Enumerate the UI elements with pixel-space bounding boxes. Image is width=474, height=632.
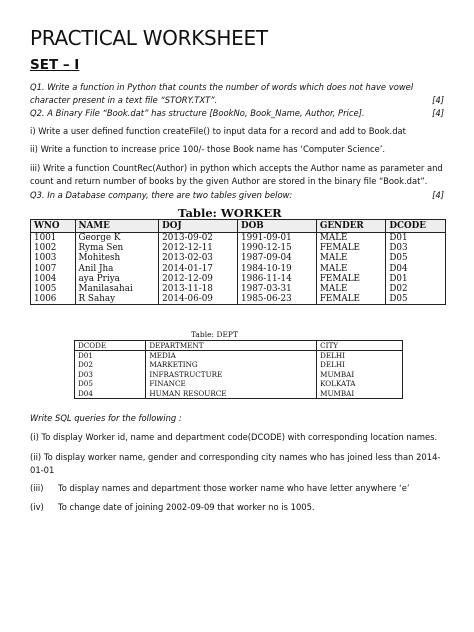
table-cell: 1986-11-14 (238, 274, 317, 284)
table-cell: 1006 (31, 294, 76, 305)
worker-table (30, 219, 446, 305)
question-2-text: Q2. A Binary File “Book.dat” has structure [BookNo, Book_Name, Author, Price]. (30, 108, 365, 118)
table-cell: 2013-09-02 (159, 233, 238, 244)
dept-table-caption: Table: DEPT (191, 330, 238, 339)
column-header: DEPARTMENT (146, 341, 317, 351)
sql-item-number: (i) (30, 432, 39, 442)
table-cell: D03 (75, 370, 146, 379)
column-header: DCODE (75, 341, 146, 351)
table-cell: 1002 (31, 243, 76, 253)
table-cell: D02 (386, 284, 446, 294)
dept-table (74, 340, 403, 399)
question-2-marks: [4] (432, 108, 444, 118)
question-3-marks: [4] (432, 190, 444, 200)
table-cell: FEMALE (316, 274, 386, 284)
table-row (31, 233, 446, 244)
table-cell: aya Priya (75, 274, 159, 284)
table-cell: DELHI (317, 360, 403, 369)
table-cell: MALE (316, 253, 386, 263)
table-cell: FEMALE (316, 243, 386, 253)
table-cell: D03 (386, 243, 446, 253)
sql-item-number: (ii) (30, 452, 42, 462)
dept-table-header (75, 341, 403, 351)
table-cell: D05 (386, 294, 446, 305)
table-cell: KOLKATA (317, 379, 403, 388)
table-cell: 1985-06-23 (238, 294, 317, 305)
table-cell: HUMAN RESOURCE (146, 389, 317, 399)
set-label: SET – I (30, 57, 80, 73)
table-cell: D01 (75, 351, 146, 361)
table-cell: MUMBAI (317, 370, 403, 379)
table-cell: D01 (386, 233, 446, 244)
column-header: DOJ (159, 220, 238, 233)
sql-item-4-number: (iv) (30, 502, 44, 512)
sql-item-4-text: To change date of joining 2002-09-09 that worker no is 1005. (58, 502, 315, 512)
table-cell: 1991-09-01 (238, 233, 317, 244)
table-row (31, 274, 446, 284)
table-cell: MALE (316, 264, 386, 274)
worker-table-caption: Table: WORKER (178, 206, 282, 220)
column-header: WNO (31, 220, 76, 233)
table-row (75, 389, 403, 399)
table-cell: George K (75, 233, 159, 244)
question-2-part-iii: iii) Write a function CountRec(Author) in python which accepts the Author name as parameter and count and return number of books by the given Author are stored in the binary file “Book.dat”. (30, 163, 443, 186)
table-cell: MARKETING (146, 360, 317, 369)
table-cell: D04 (75, 389, 146, 399)
table-cell: 1003 (31, 253, 76, 263)
table-cell: 1987-09-04 (238, 253, 317, 263)
column-header: DOB (238, 220, 317, 233)
question-2-part-i: i) Write a user defined function createFile() to input data for a record and add to Book.dat (30, 126, 406, 136)
table-row (31, 264, 446, 274)
table-cell: DELHI (317, 351, 403, 361)
table-row (31, 243, 446, 253)
table-row (31, 294, 446, 305)
table-cell: 2012-12-09 (159, 274, 238, 284)
table-cell: 2014-06-09 (159, 294, 238, 305)
table-cell: Anil Jha (75, 264, 159, 274)
page-title: PRACTICAL WORKSHEET (30, 26, 268, 50)
table-row (75, 370, 403, 379)
table-cell: INFRASTRUCTURE (146, 370, 317, 379)
worker-table-header (31, 220, 446, 233)
table-cell: 1990-12-15 (238, 243, 317, 253)
question-2 (30, 107, 448, 120)
table-row (31, 253, 446, 263)
question-3-text: Q3. In a Database company, there are two tables given below: (30, 190, 293, 200)
table-cell: Ryma Sen (75, 243, 159, 253)
table-cell: 1984-10-19 (238, 264, 317, 274)
question-1 (30, 81, 448, 107)
table-cell: Manilasahai (75, 284, 159, 294)
sql-item-1 (30, 431, 448, 444)
table-cell: 1004 (31, 274, 76, 284)
table-cell: D05 (75, 379, 146, 388)
table-row (75, 379, 403, 388)
table-cell: 1007 (31, 264, 76, 274)
column-header: GENDER (316, 220, 386, 233)
table-cell: FEMALE (316, 294, 386, 305)
sql-item-3-number: (iii) (30, 483, 44, 493)
table-cell: D05 (386, 253, 446, 263)
column-header: NAME (75, 220, 159, 233)
table-cell: MEDIA (146, 351, 317, 361)
table-cell: Mohitesh (75, 253, 159, 263)
table-cell: D01 (386, 274, 446, 284)
table-cell: 1001 (31, 233, 76, 244)
column-header: CITY (317, 341, 403, 351)
table-cell: MUMBAI (317, 389, 403, 399)
sql-item-3-text: To display names and department those worker name who have letter anywhere ‘e’ (58, 483, 410, 493)
table-cell: D02 (75, 360, 146, 369)
table-cell: R Sahay (75, 294, 159, 305)
column-header: DCODE (386, 220, 446, 233)
table-cell: 1005 (31, 284, 76, 294)
table-cell: 2013-11-18 (159, 284, 238, 294)
table-cell: 1987-03-31 (238, 284, 317, 294)
table-row (31, 284, 446, 294)
table-cell: 2014-01-17 (159, 264, 238, 274)
table-cell: 2012-12-11 (159, 243, 238, 253)
question-3 (30, 189, 448, 202)
question-1-marks: [4] (432, 95, 444, 105)
question-1-text: Q1. Write a function in Python that counts the number of words which does not have vowel character present in a text file “STORY.TXT”. (30, 82, 414, 105)
table-cell: 2013-02-03 (159, 253, 238, 263)
sql-intro: Write SQL queries for the following : (30, 413, 182, 423)
sql-item-text: To display Worker id, name and department code(DCODE) with corresponding location names. (41, 432, 438, 442)
table-row (75, 351, 403, 361)
table-cell: FINANCE (146, 379, 317, 388)
sql-item-text: To display worker name, gender and corresponding city names who has joined less than 2014-01-01 (30, 452, 441, 475)
table-cell: D04 (386, 264, 446, 274)
table-cell: MALE (316, 233, 386, 244)
table-row (75, 360, 403, 369)
table-cell: MALE (316, 284, 386, 294)
sql-item-2 (30, 451, 448, 477)
question-2-part-ii: ii) Write a function to increase price 100/- those Book name has ‘Computer Science’. (30, 144, 386, 154)
